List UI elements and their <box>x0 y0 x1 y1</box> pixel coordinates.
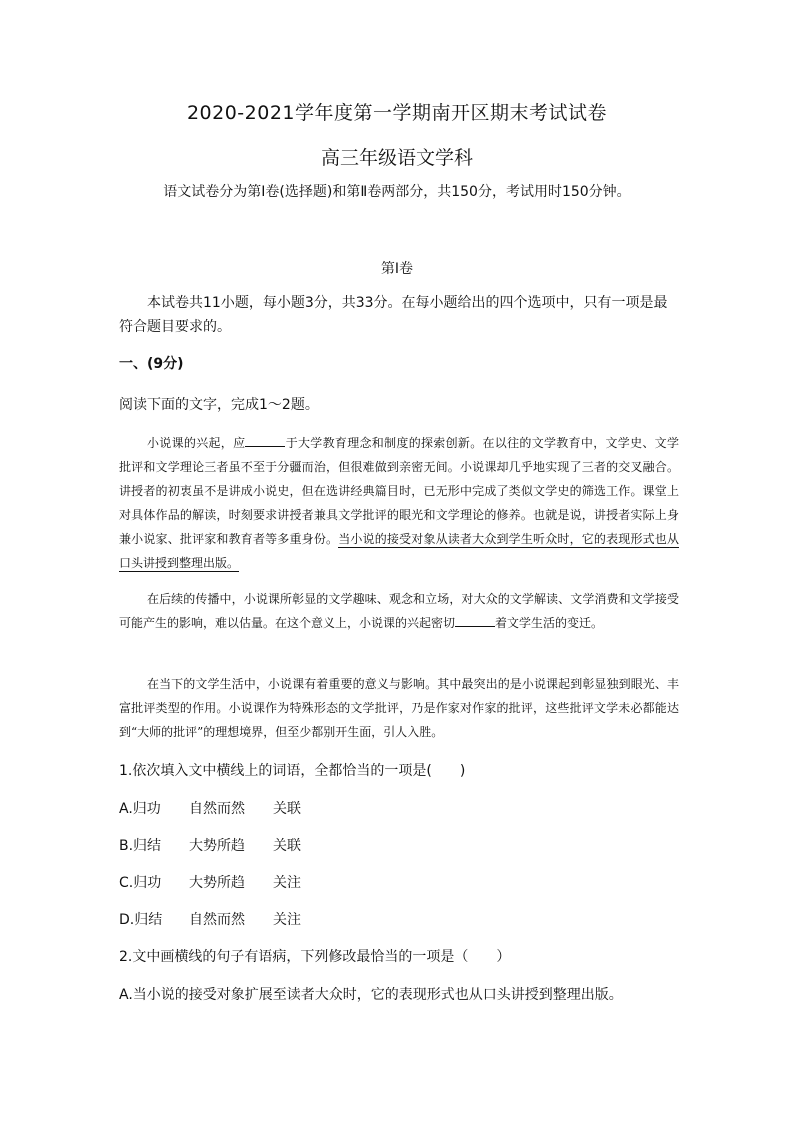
passage-text: 着文学生活的变迁。 <box>495 616 604 630</box>
section-prompt: 阅读下面的文字，完成1～2题。 <box>119 397 319 413</box>
volume-instructions: 本试卷共11小题，每小题3分，共33分。在每小题给出的四个选项中，只有一项是最符合题目要求的。 <box>119 295 668 335</box>
q1-option-d: D.归结 自然而然 关注 <box>119 912 301 928</box>
q1-option-b: B.归结 大势所趋 关联 <box>119 838 301 854</box>
passage-paragraph-2 <box>119 587 679 635</box>
q1-option-c: C.归功 大势所趋 关注 <box>119 875 301 891</box>
fill-blank-2 <box>455 613 495 627</box>
passage-paragraph-1 <box>119 431 679 575</box>
exam-subtitle: 高三年级语文学科 <box>320 147 473 169</box>
q2-option-a: A.当小说的接受对象扩展至读者大众时，它的表现形式也从口头讲授到整理出版。 <box>119 987 623 1003</box>
fill-blank-1 <box>245 433 285 447</box>
passage-text: 在后续的传播中，小说课所彰显的文学趣味、观念和立场，对大众的文学解读、文学消费和文学接受可能产生的影响，难以估量。在这个意义上，小说课的兴起密切 <box>119 592 679 630</box>
passage-text: 小说课的兴起，应 <box>147 436 246 450</box>
passage-paragraph-3: 在当下的文学生活中，小说课有着重要的意义与影响。其中最突出的是小说课起到彰显独到眼光、丰富批评类型的作用。小说课作为特殊形态的文学批评，乃是作家对作家的批评，这些批评文学未必都能达到“大师的批评”的理想境界，但至少都别开生面，引人入胜。 <box>119 677 679 739</box>
exam-intro: 语文试卷分为第Ⅰ卷(选择题)和第Ⅱ卷两部分，共150分，考试用时150分钟。 <box>163 184 631 200</box>
underlined-sentence: 当小说的接受对象从读者大众到学生听众时，它的表现形式也从口头讲授到整理出版。 <box>119 532 679 570</box>
section-heading: 一、(9分) <box>119 356 184 372</box>
question-2-stem: 2.文中画横线的句子有语病，下列修改最恰当的一项是（ ） <box>119 949 511 965</box>
passage-text: 于大学教育理念和制度的探索创新。在以往的文学教育中，文学史、文学批评和文学理论三者虽不至于分疆而治，但很难做到亲密无间。小说课却几乎地实现了三者的交叉融合。讲授者的初衷虽不是讲成小说史，但在选讲经典篇目时，已无形中完成了类似文学史的筛选工作。课堂上对具体作品的解读，时刻要求讲授者兼具文学批评的眼光和文学理论的修养。也就是说，讲授者实际上身兼小说家、批评家和教育者等多重身份。 <box>119 436 679 546</box>
q1-option-a: A.归功 自然而然 关联 <box>119 801 301 817</box>
question-1-stem: 1.依次填入文中横线上的词语，全都恰当的一项是( ) <box>119 763 466 779</box>
volume-label: 第Ⅰ卷 <box>380 261 414 277</box>
exam-title: 2020-2021学年度第一学期南开区期末考试试卷 <box>186 102 608 124</box>
